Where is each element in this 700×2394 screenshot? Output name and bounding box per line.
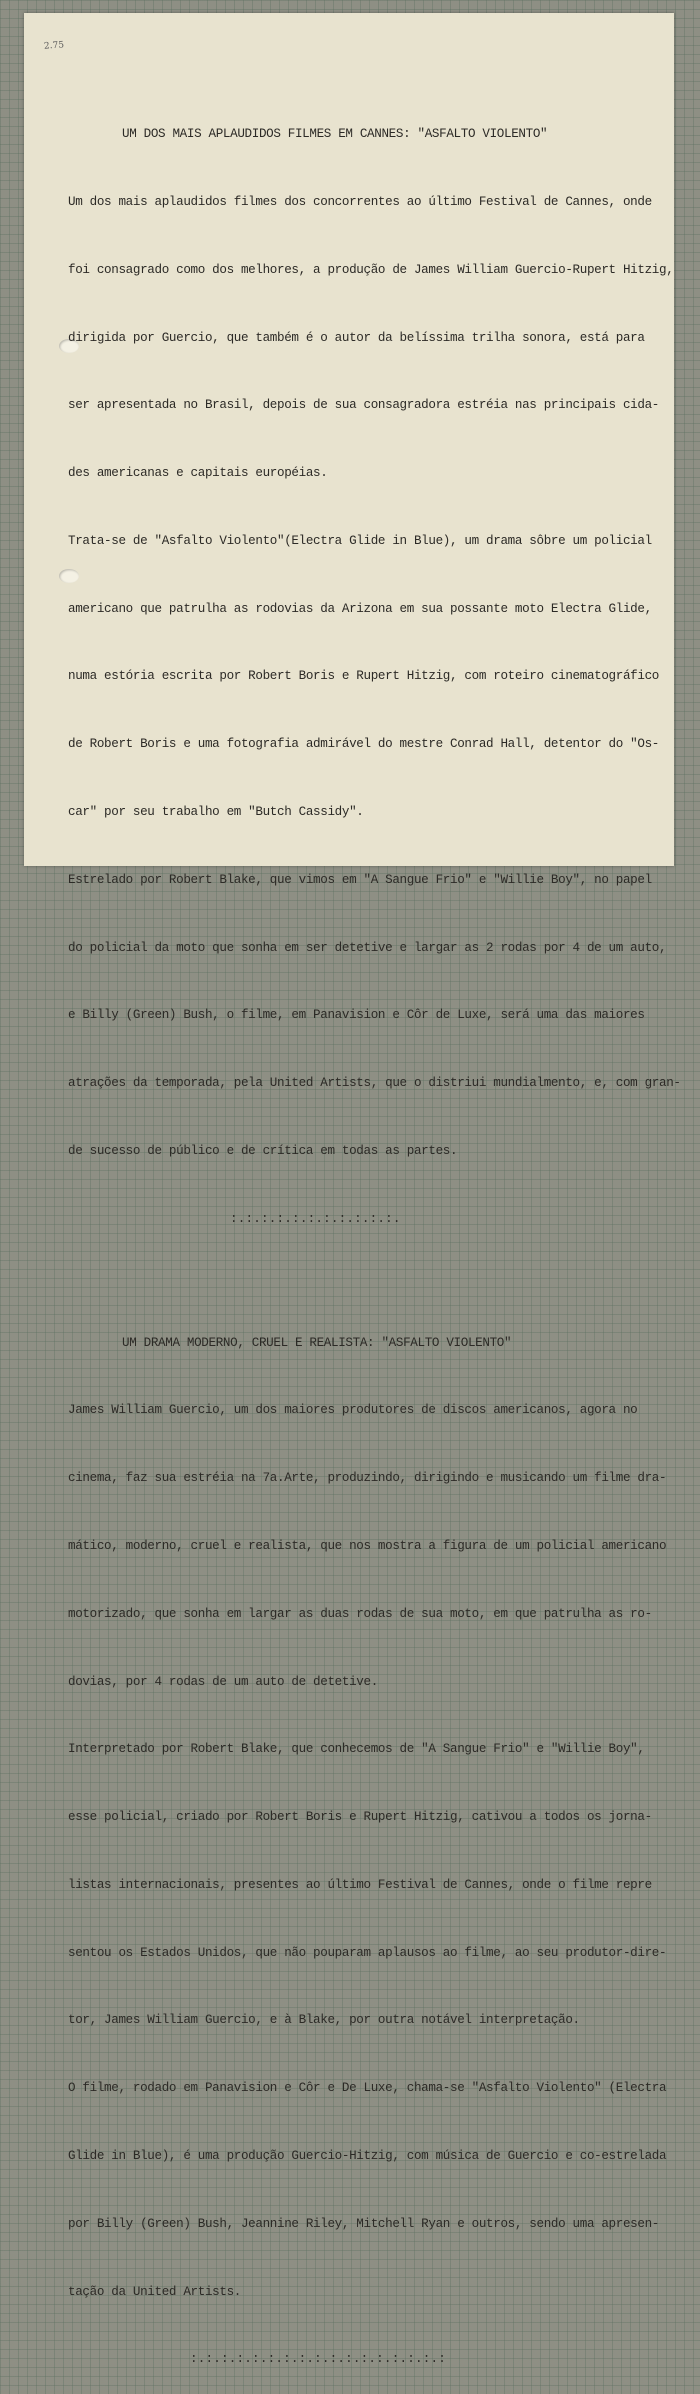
s1-line: car" por seu trabalho em "Butch Cassidy". [68, 805, 364, 819]
s2-line: James William Guercio, um dos maiores produtores de discos americanos, agora no [68, 1403, 638, 1418]
s2-line: motorizado, que sonha em largar as duas rodas de sua moto, em que patrulha as ro- [68, 1606, 652, 1621]
s2-line: por Billy (Green) Bush, Jeannine Riley, Mitchell Ryan e outros, sendo uma apresen- [68, 2216, 660, 2231]
s1-line: americano que patrulha as rodovias da Arizona em sua possante moto Electra Glide, [68, 601, 652, 616]
s2-line: cinema, faz sua estréia na 7a.Arte, produzindo, dirigindo e musicando um filme dra- [68, 1471, 667, 1486]
handwritten-note: 2.75 [43, 40, 65, 52]
s2-line: mático, moderno, cruel e realista, que nos mostra a figura de um policial americano [68, 1539, 667, 1553]
s1-line: Estrelado por Robert Blake, que vimos em "A Sangue Frio" e "Willie Boy", no papel [68, 872, 652, 887]
s1-line: e Billy (Green) Bush, o filme, em Panavision e Côr de Luxe, será uma das maiores [68, 1008, 645, 1023]
s1-line: Um dos mais aplaudidos filmes dos concorrentes ao último Festival de Cannes, onde [68, 194, 652, 209]
s1-line: des americanas e capitais européias. [68, 466, 328, 481]
s2-line: tor, James William Guercio, e à Blake, por outra notável interpretação. [68, 2013, 580, 2028]
s1-line: de sucesso de público e de crítica em todas as partes. [68, 1143, 458, 1158]
s2-line: esse policial, criado por Robert Boris e Rupert Hitzig, cativou a todos os jorna- [68, 1810, 652, 1825]
s2-line: Glide in Blue), é uma produção Guercio-Hitzig, com música de Guercio e co-estrelada [68, 2149, 667, 2164]
s1-line: de Robert Boris e uma fotografia admirável do mestre Conrad Hall, detentor do "Os- [68, 737, 660, 752]
s2-line: tação da United Artists. [68, 2284, 241, 2299]
s2-line: Interpretado por Robert Blake, que conhecemos de "A Sangue Frio" e "Willie Boy", [68, 1742, 645, 1757]
section1-separator: :.:.:.:.:.:.:.:.:.:.:. [230, 1211, 401, 1226]
s2-line: listas internacionais, presentes ao último Festival de Cannes, onde o filme repre [68, 1877, 652, 1892]
s1-line: dirigida por Guercio, que também é o autor da belíssima trilha sonora, está para [68, 330, 645, 345]
typed-text [68, 78, 681, 2394]
s1-line: Trata-se de "Asfalto Violento"(Electra Glide in Blue), um drama sôbre um policial [68, 533, 652, 548]
section1-title: UM DOS MAIS APLAUDIDOS FILMES EM CANNES: "ASFALTO VIOLENTO" [122, 127, 548, 142]
s2-line: dovias, por 4 rodas de um auto de detetive. [68, 1674, 378, 1689]
s1-line: ser apresentada no Brasil, depois de sua consagradora estréia nas principais cida- [68, 398, 660, 413]
section2-title: UM DRAMA MODERNO, CRUEL E REALISTA: "ASFALTO VIOLENTO" [122, 1335, 512, 1350]
s2-line: O filme, rodado em Panavision e Côr e De Luxe, chama-se "Asfalto Violento" (Electra [68, 2081, 667, 2096]
section2-separator: :.:.:.:.:.:.:.:.:.:.:.:.:.:.:.:.: [190, 2352, 446, 2367]
s1-line: do policial da moto que sonha em ser detetive e largar as 2 rodas por 4 de um auto, [68, 940, 667, 955]
s1-line: foi consagrado como dos melhores, a produção de James William Guercio-Rupert Hitzig, [68, 262, 674, 277]
s2-line: sentou os Estados Unidos, que não pouparam aplausos ao filme, ao seu produtor-dire- [68, 1945, 667, 1960]
s1-line: atrações da temporada, pela United Artists, que o distriui mundialmento, e, com gran- [68, 1076, 681, 1091]
s1-line: numa estória escrita por Robert Boris e Rupert Hitzig, com roteiro cinematográfico [68, 669, 660, 684]
